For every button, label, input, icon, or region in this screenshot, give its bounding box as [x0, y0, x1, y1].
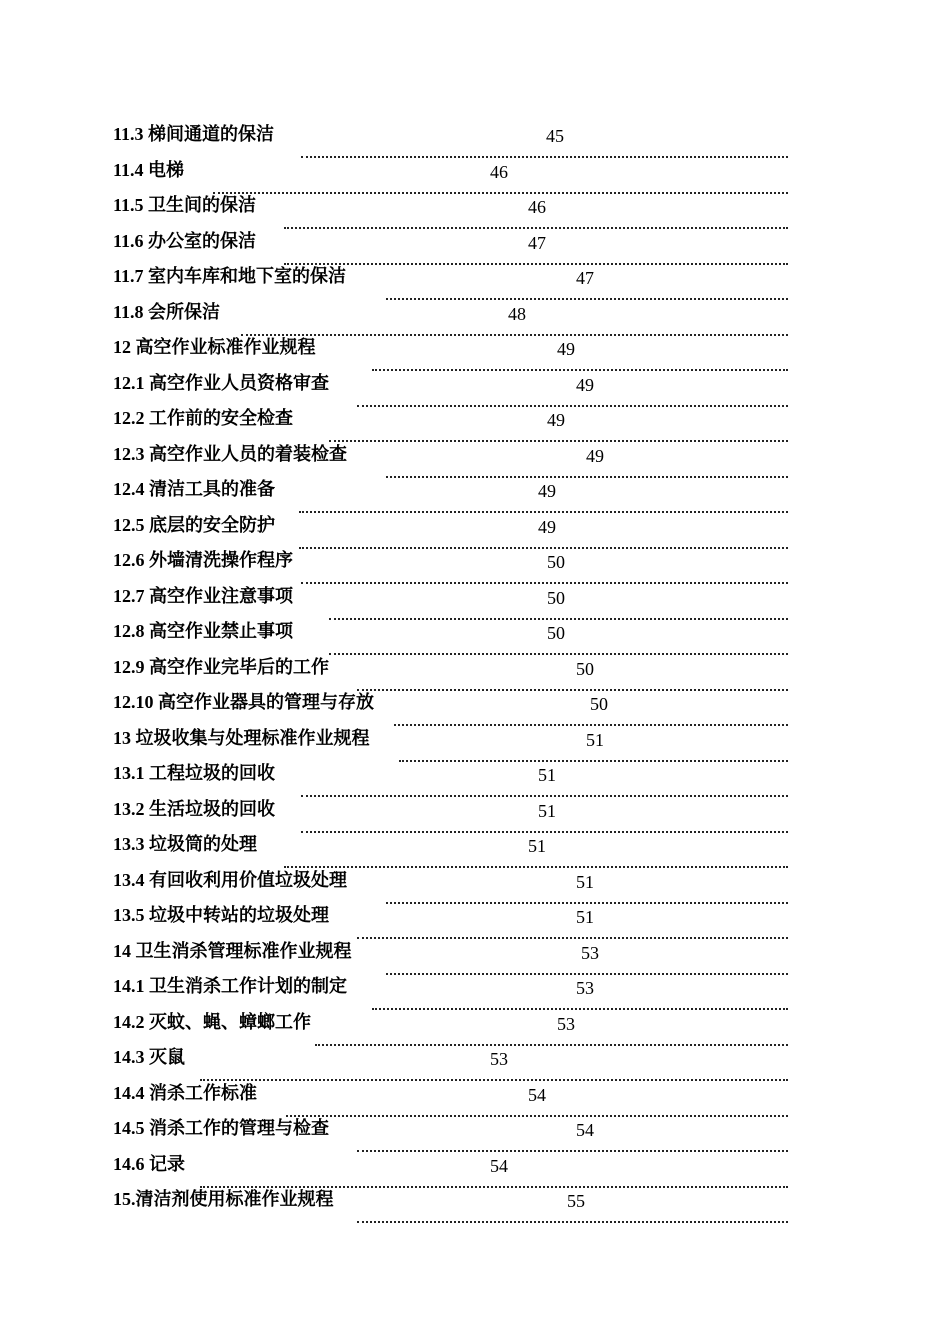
toc-entry-page-number: 50 — [576, 658, 594, 679]
toc-entry-page-number: 49 — [538, 516, 556, 537]
toc-entry[interactable] — [113, 510, 788, 546]
toc-entry[interactable] — [113, 439, 788, 475]
toc-entry-title: 12.10 高空作业器具的管理与存放 — [113, 692, 374, 712]
toc-entry[interactable] — [113, 545, 788, 581]
toc-entry-page-number: 50 — [547, 587, 565, 608]
toc-entry-title: 14 卫生消杀管理标准作业规程 — [113, 940, 352, 961]
toc-entry[interactable] — [113, 190, 788, 226]
toc-entry-title: 13.1 工程垃圾的回收 — [113, 763, 275, 783]
toc-entry[interactable] — [113, 723, 788, 759]
toc-entry-title: 13 垃圾收集与处理标准作业规程 — [113, 727, 370, 748]
toc-entry[interactable] — [113, 1149, 788, 1185]
toc-entry-title: 11.3 梯间通道的保洁 — [113, 124, 275, 144]
toc-entry[interactable] — [113, 226, 788, 262]
toc-entry[interactable] — [113, 261, 788, 297]
toc-entry[interactable] — [113, 119, 788, 155]
toc-entry-page-number: 49 — [586, 445, 604, 466]
toc-entry-title: 12.5 底层的安全防护 — [113, 514, 275, 535]
toc-entry-page-number: 53 — [557, 1013, 575, 1034]
toc-entry-page-number: 54 — [528, 1084, 546, 1105]
toc-entry-page-number: 51 — [586, 729, 604, 750]
toc-entry-title: 11.8 会所保洁 — [113, 301, 221, 322]
toc-entry[interactable] — [113, 1042, 788, 1078]
toc-entry-page-number: 53 — [581, 942, 599, 963]
toc-entry-title: 11.4 电梯 — [113, 159, 185, 180]
toc-entry-page-number: 48 — [508, 303, 526, 324]
toc-entry[interactable] — [113, 865, 788, 901]
toc-entry-page-number: 49 — [547, 410, 565, 430]
toc-entry-page-number: 51 — [528, 836, 546, 856]
toc-entry-page-number: 51 — [576, 871, 594, 892]
toc-entry-title: 11.6 办公室的保洁 — [113, 230, 257, 251]
toc-entry-title: 12.8 高空作业禁止事项 — [113, 621, 293, 641]
toc-entry[interactable] — [113, 368, 788, 404]
toc-entry[interactable] — [113, 403, 788, 439]
toc-entry-title: 14.6 记录 — [113, 1153, 185, 1174]
toc-entry-title: 12.2 工作前的安全检查 — [113, 408, 293, 428]
toc-entry-page-number: 54 — [490, 1155, 508, 1176]
toc-entry-title: 14.1 卫生消杀工作计划的制定 — [113, 976, 347, 996]
toc-entry[interactable] — [113, 297, 788, 333]
toc-entry-title: 12.9 高空作业完毕后的工作 — [113, 656, 329, 677]
toc-entry-title: 14.3 灭鼠 — [113, 1047, 185, 1067]
toc-entry[interactable] — [113, 581, 788, 617]
toc-entry[interactable] — [113, 1007, 788, 1043]
toc-entry-page-number: 53 — [490, 1049, 508, 1069]
toc-entry-title: 12.4 清洁工具的准备 — [113, 479, 275, 499]
toc-entry[interactable] — [113, 971, 788, 1007]
toc-entry-title: 14.2 灭蚊、蝇、蟑螂工作 — [113, 1011, 311, 1032]
toc-entry[interactable] — [113, 936, 788, 972]
toc-entry-title: 12.7 高空作业注意事项 — [113, 585, 293, 606]
toc-entry-title: 13.2 生活垃圾的回收 — [113, 798, 275, 819]
toc-entry-title: 12.6 外墙清洗操作程序 — [113, 550, 293, 570]
toc-entry-title: 13.3 垃圾筒的处理 — [113, 834, 257, 854]
toc-entry-page-number: 50 — [590, 694, 608, 714]
toc-entry-title: 12.3 高空作业人员的着装检查 — [113, 443, 347, 464]
toc-entry-page-number: 51 — [538, 765, 556, 785]
toc-entry-page-number: 50 — [547, 552, 565, 572]
dotted-leader-line — [357, 1221, 788, 1223]
toc-entry-title: 15.清洁剂使用标准作业规程 — [113, 1189, 334, 1209]
toc-entry-title: 14.5 消杀工作的管理与检查 — [113, 1118, 329, 1138]
toc-entry-page-number: 54 — [576, 1120, 594, 1140]
table-of-contents — [113, 119, 788, 1220]
toc-entry-title: 11.5 卫生间的保洁 — [113, 195, 257, 215]
toc-entry[interactable] — [113, 687, 788, 723]
toc-entry-title: 13.5 垃圾中转站的垃圾处理 — [113, 905, 329, 925]
toc-entry-page-number: 46 — [490, 161, 508, 182]
toc-entry-page-number: 55 — [567, 1191, 585, 1211]
toc-entry[interactable] — [113, 616, 788, 652]
toc-entry-page-number: 50 — [547, 623, 565, 643]
toc-entry-page-number: 47 — [528, 232, 546, 253]
toc-entry[interactable] — [113, 1184, 788, 1220]
toc-entry[interactable] — [113, 332, 788, 368]
toc-entry[interactable] — [113, 652, 788, 688]
toc-entry[interactable] — [113, 1113, 788, 1149]
toc-entry-page-number: 49 — [557, 339, 575, 359]
toc-entry-title: 11.7 室内车库和地下室的保洁 — [113, 266, 347, 286]
toc-entry-title: 14.4 消杀工作标准 — [113, 1082, 257, 1103]
toc-entry[interactable] — [113, 829, 788, 865]
toc-entry-page-number: 53 — [576, 978, 594, 998]
toc-entry[interactable] — [113, 155, 788, 191]
toc-entry-page-number: 51 — [576, 907, 594, 927]
toc-entry[interactable] — [113, 1078, 788, 1114]
toc-entry[interactable] — [113, 794, 788, 830]
toc-entry[interactable] — [113, 900, 788, 936]
toc-entry[interactable] — [113, 474, 788, 510]
toc-entry-page-number: 45 — [546, 126, 564, 146]
toc-entry-page-number: 49 — [538, 481, 556, 501]
toc-entry-title: 12 高空作业标准作业规程 — [113, 337, 316, 357]
toc-entry[interactable] — [113, 758, 788, 794]
toc-entry-title: 13.4 有回收利用价值垃圾处理 — [113, 869, 347, 890]
toc-entry-page-number: 47 — [576, 268, 594, 288]
toc-entry-page-number: 46 — [528, 197, 546, 217]
toc-entry-page-number: 51 — [538, 800, 556, 821]
toc-entry-title: 12.1 高空作业人员资格审查 — [113, 372, 329, 393]
toc-entry-page-number: 49 — [576, 374, 594, 395]
